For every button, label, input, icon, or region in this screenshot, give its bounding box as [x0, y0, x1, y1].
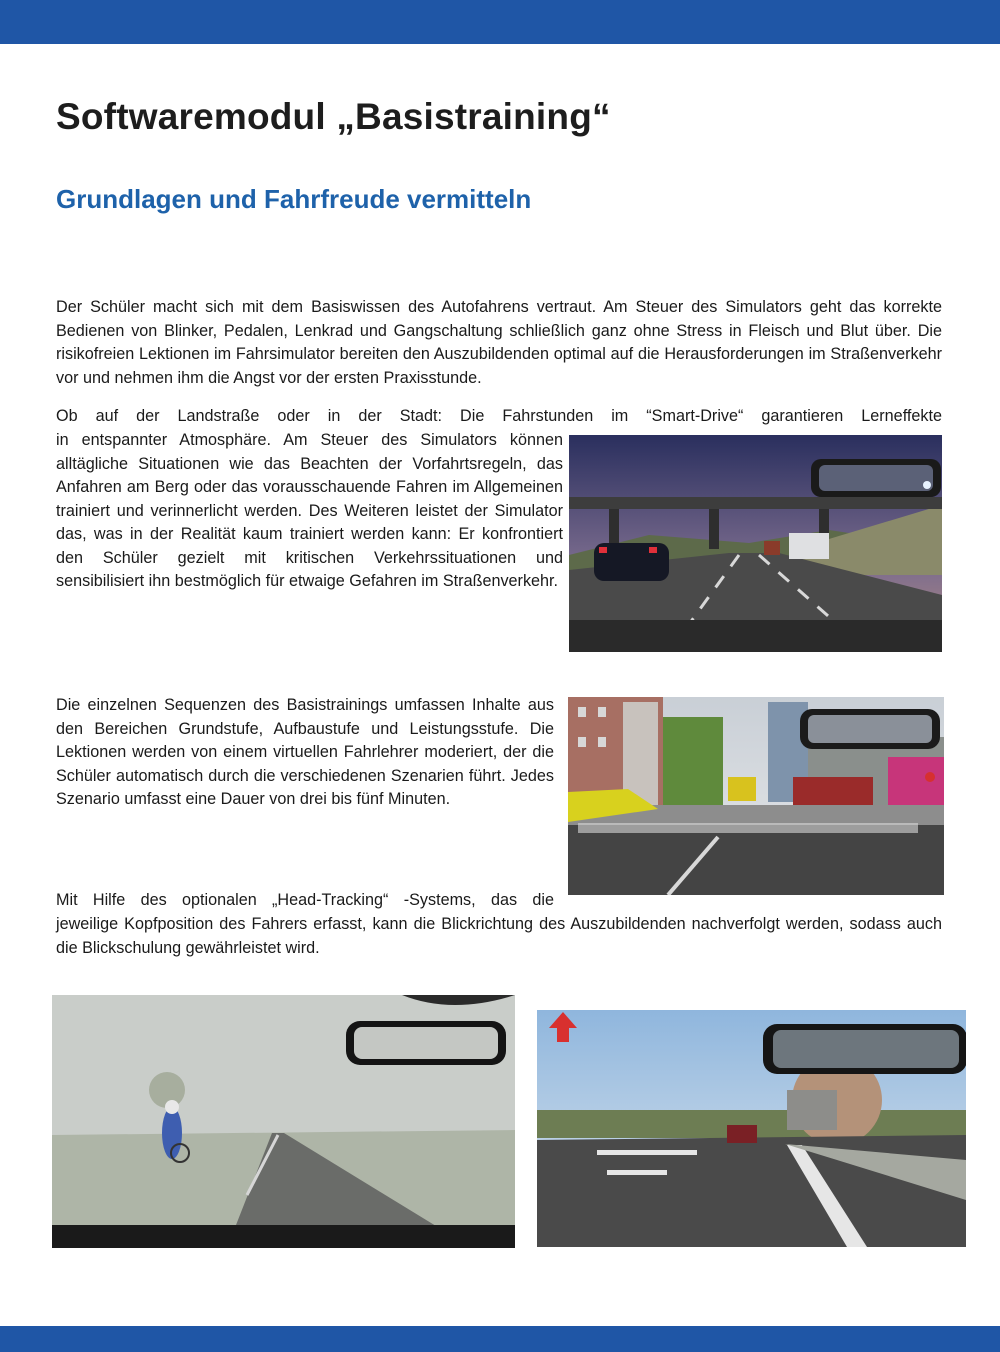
intro-paragraph: Der Schüler macht sich mit dem Basiswissen des Autofahrens vertraut. Am Steuer des Simulators geht das korrekte Bedienen von Blinker, Pedalen, Lenkrad und Gangschaltung schließlich ganz ohne Stress in Fleisch und Blut über. Die risikofreien Lektionen im Fahrsimulator bereiten den Auszubildenden optimal auf die Herausforderungen im Straßenverkehr vor und nehmen ihm die Angst vor der ersten Praxisstunde.: [56, 298, 942, 387]
paragraph-4-first-line: Mit Hilfe des optionalen „Head-Tracking“ -Systems, das die: [56, 891, 554, 909]
header-bar: [0, 0, 1000, 44]
paragraph-2-body: in entspannter Atmosphäre. Am Steuer des Simulators können alltägliche Situationen wie das Beachten der Vorfahrtsregeln, das Anfahren am Berg oder das vorausschauende Fahren im Allgemeinen trainiert und verinnerlicht werden. Des Weiteren leistet der Simulator das, was in der Realität kaum trainiert werden kann: Er konfrontiert den Schüler gezielt mit kritischen Verkehrssituationen und sensibilisiert ihn bestmöglich für etwaige Gefahren im Straßenverkehr.: [56, 431, 563, 590]
page-title: Softwaremodul „Basistraining“: [56, 96, 611, 137]
paragraph-4-body: jeweilige Kopfposition des Fahrers erfasst, kann die Blickrichtung des Auszubildenden nachverfolgt werden, sodass auch die Blickschulung gewährleistet wird.: [56, 915, 942, 957]
simulator-highway-screenshot: [569, 435, 942, 652]
paragraph-2-first-line: Ob auf der Landstraße oder in der Stadt: Die Fahrstunden im “Smart-Drive“ garantieren Lerneffekte: [56, 407, 942, 425]
simulator-fog-screenshot: [52, 995, 515, 1248]
simulator-city-screenshot: [568, 697, 944, 895]
page-subtitle: Grundlagen und Fahrfreude vermitteln: [56, 184, 532, 214]
simulator-intersection-screenshot: [537, 1010, 966, 1247]
paragraph-3: Die einzelnen Sequenzen des Basistrainings umfassen Inhalte aus den Bereichen Grundstufe, Aufbaustufe und Leistungsstufe. Die Lektionen werden von einem virtuellen Fahrlehrer moderiert, der die Schüler automatisch durch die verschiedenen Szenarien führt. Jedes Szenario umfasst eine Dauer von drei bis fünf Minuten.: [56, 696, 554, 808]
footer-bar: [0, 1326, 1000, 1352]
